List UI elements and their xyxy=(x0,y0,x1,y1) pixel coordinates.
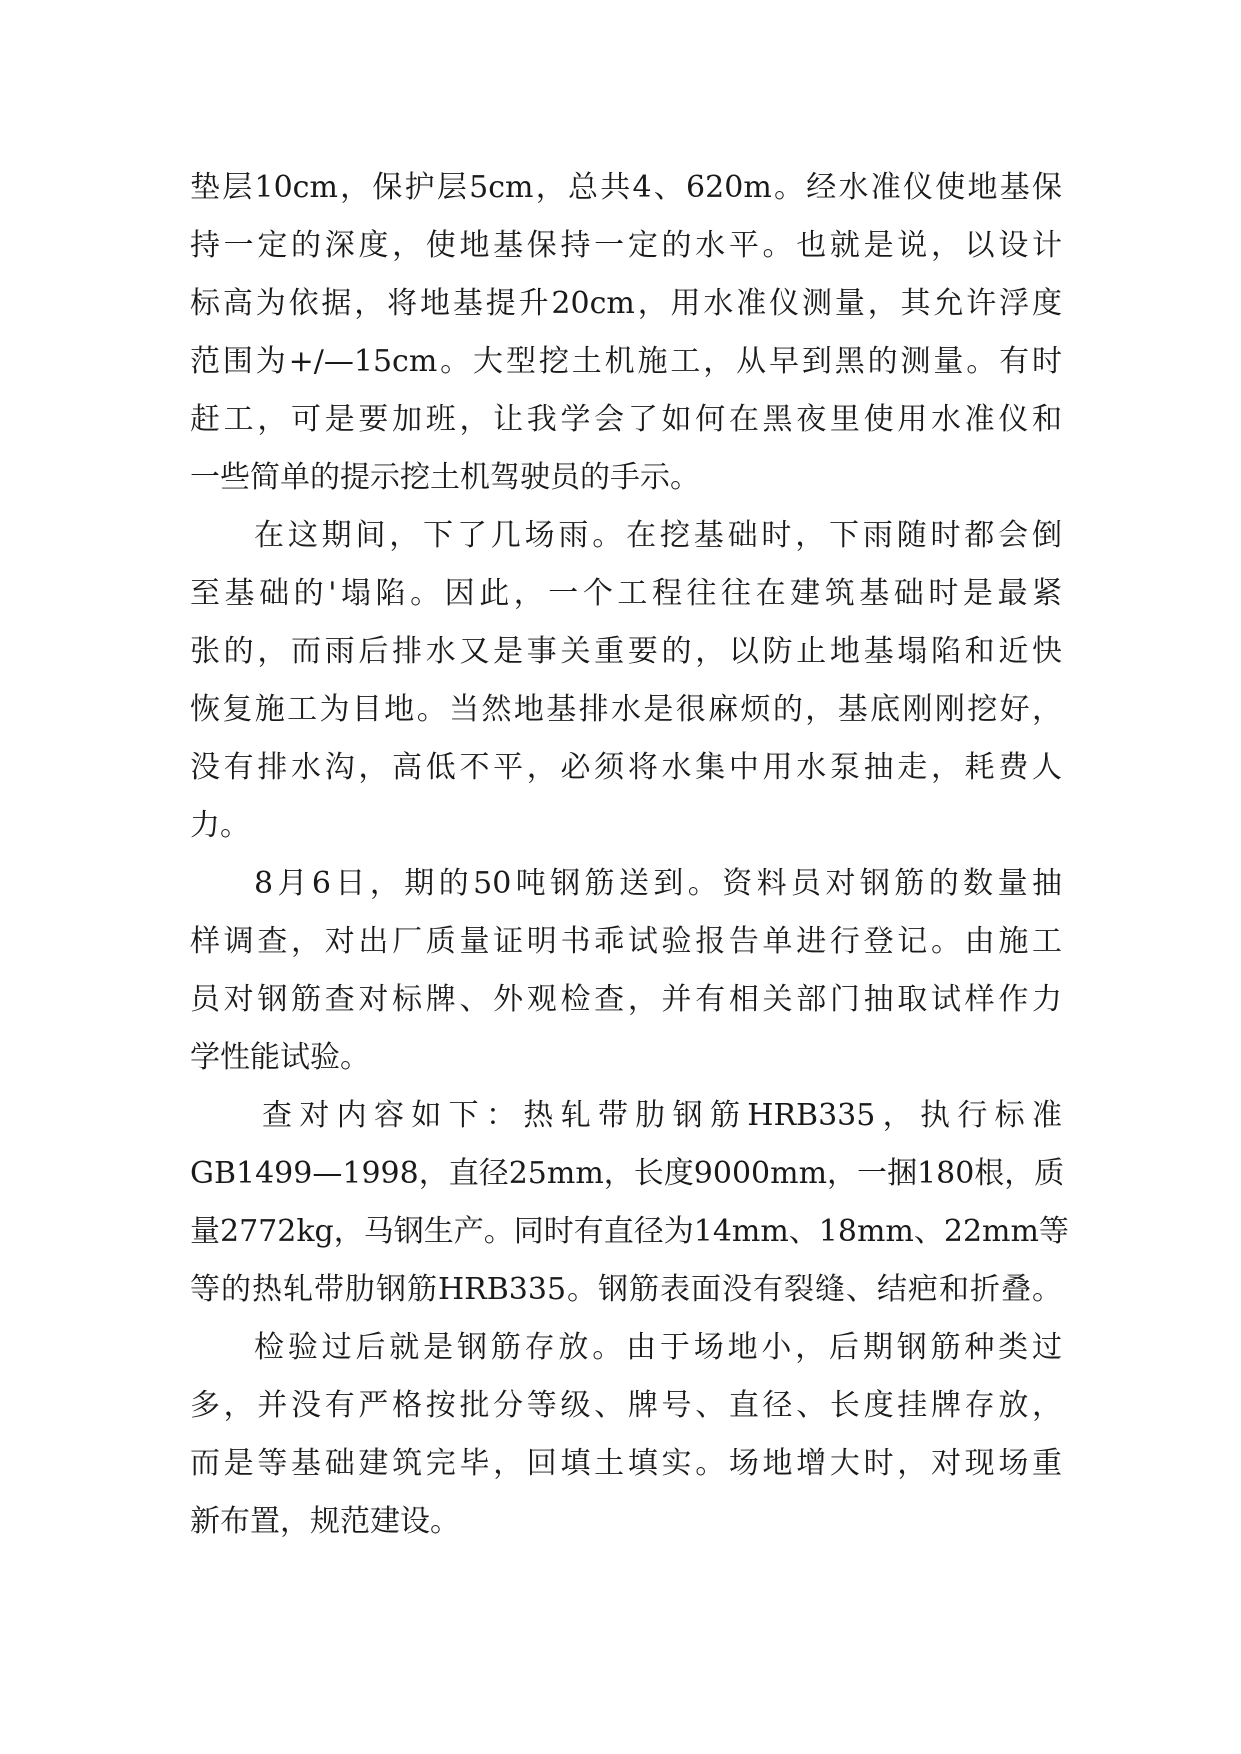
paragraph-2-line-3: 张的，而雨后排水又是事关重要的，以防止地基塌陷和近快 xyxy=(190,634,1062,669)
paragraph-3-line-4: 学性能试验。 xyxy=(190,1040,370,1075)
document-page xyxy=(190,158,1069,1618)
paragraph-5-line-4: 新布置，规范建设。 xyxy=(190,1504,460,1539)
paragraph-4-line-4: 等的热轧带肋钢筋HRB335。钢筋表面没有裂缝、结疤和折叠。 xyxy=(190,1272,1062,1307)
paragraph-4-line-1: 查对内容如下：热轧带肋钢筋HRB335，执行标准 xyxy=(262,1098,1062,1133)
paragraph-1-line-2: 持一定的深度，使地基保持一定的水平。也就是说，以设计 xyxy=(190,228,1062,263)
paragraph-1-line-5: 赶工，可是要加班，让我学会了如何在黑夜里使用水准仪和 xyxy=(190,402,1062,437)
paragraph-3-line-1: 8月6日，期的50吨钢筋送到。资料员对钢筋的数量抽 xyxy=(254,866,1062,901)
paragraph-4-line-2: GB1499—1998，直径25mm，长度9000mm，一捆180根，质 xyxy=(190,1156,1065,1191)
paragraph-2-line-4: 恢复施工为目地。当然地基排水是很麻烦的，基底刚刚挖好， xyxy=(190,692,1062,727)
paragraph-5-line-3: 而是等基础建筑完毕，回填土填实。场地增大时，对现场重 xyxy=(190,1446,1062,1481)
paragraph-1-line-6: 一些简单的提示挖土机驾驶员的手示。 xyxy=(190,460,700,495)
paragraph-5-line-1: 检验过后就是钢筋存放。由于场地小，后期钢筋种类过 xyxy=(254,1330,1062,1365)
paragraph-2-line-2: 至基础的'塌陷。因此，一个工程往往在建筑基础时是最紧 xyxy=(190,576,1062,611)
paragraph-3-line-3: 员对钢筋查对标牌、外观检查，并有相关部门抽取试样作力 xyxy=(190,982,1062,1017)
paragraph-2-line-6: 力。 xyxy=(190,808,250,843)
paragraph-5-line-2: 多，并没有严格按批分等级、牌号、直径、长度挂牌存放， xyxy=(190,1388,1062,1423)
paragraph-2-line-1: 在这期间，下了几场雨。在挖基础时，下雨随时都会倒 xyxy=(254,518,1062,553)
paragraph-2-line-5: 没有排水沟，高低不平，必须将水集中用水泵抽走，耗费人 xyxy=(190,750,1062,785)
paragraph-1-line-3: 标高为依据，将地基提升20cm，用水准仪测量，其允许浮度 xyxy=(190,286,1062,321)
paragraph-1-line-4: 范围为+/—15cm。大型挖土机施工，从早到黑的测量。有时 xyxy=(190,344,1062,379)
paragraph-1-line-1: 垫层10cm，保护层5cm，总共4、620m。经水准仪使地基保 xyxy=(190,170,1062,205)
paragraph-3-line-2: 样调查，对出厂质量证明书乖试验报告单进行登记。由施工 xyxy=(190,924,1062,959)
paragraph-4-line-3: 量2772kg，马钢生产。同时有直径为14mm、18mm、22mm等 xyxy=(190,1214,1069,1249)
